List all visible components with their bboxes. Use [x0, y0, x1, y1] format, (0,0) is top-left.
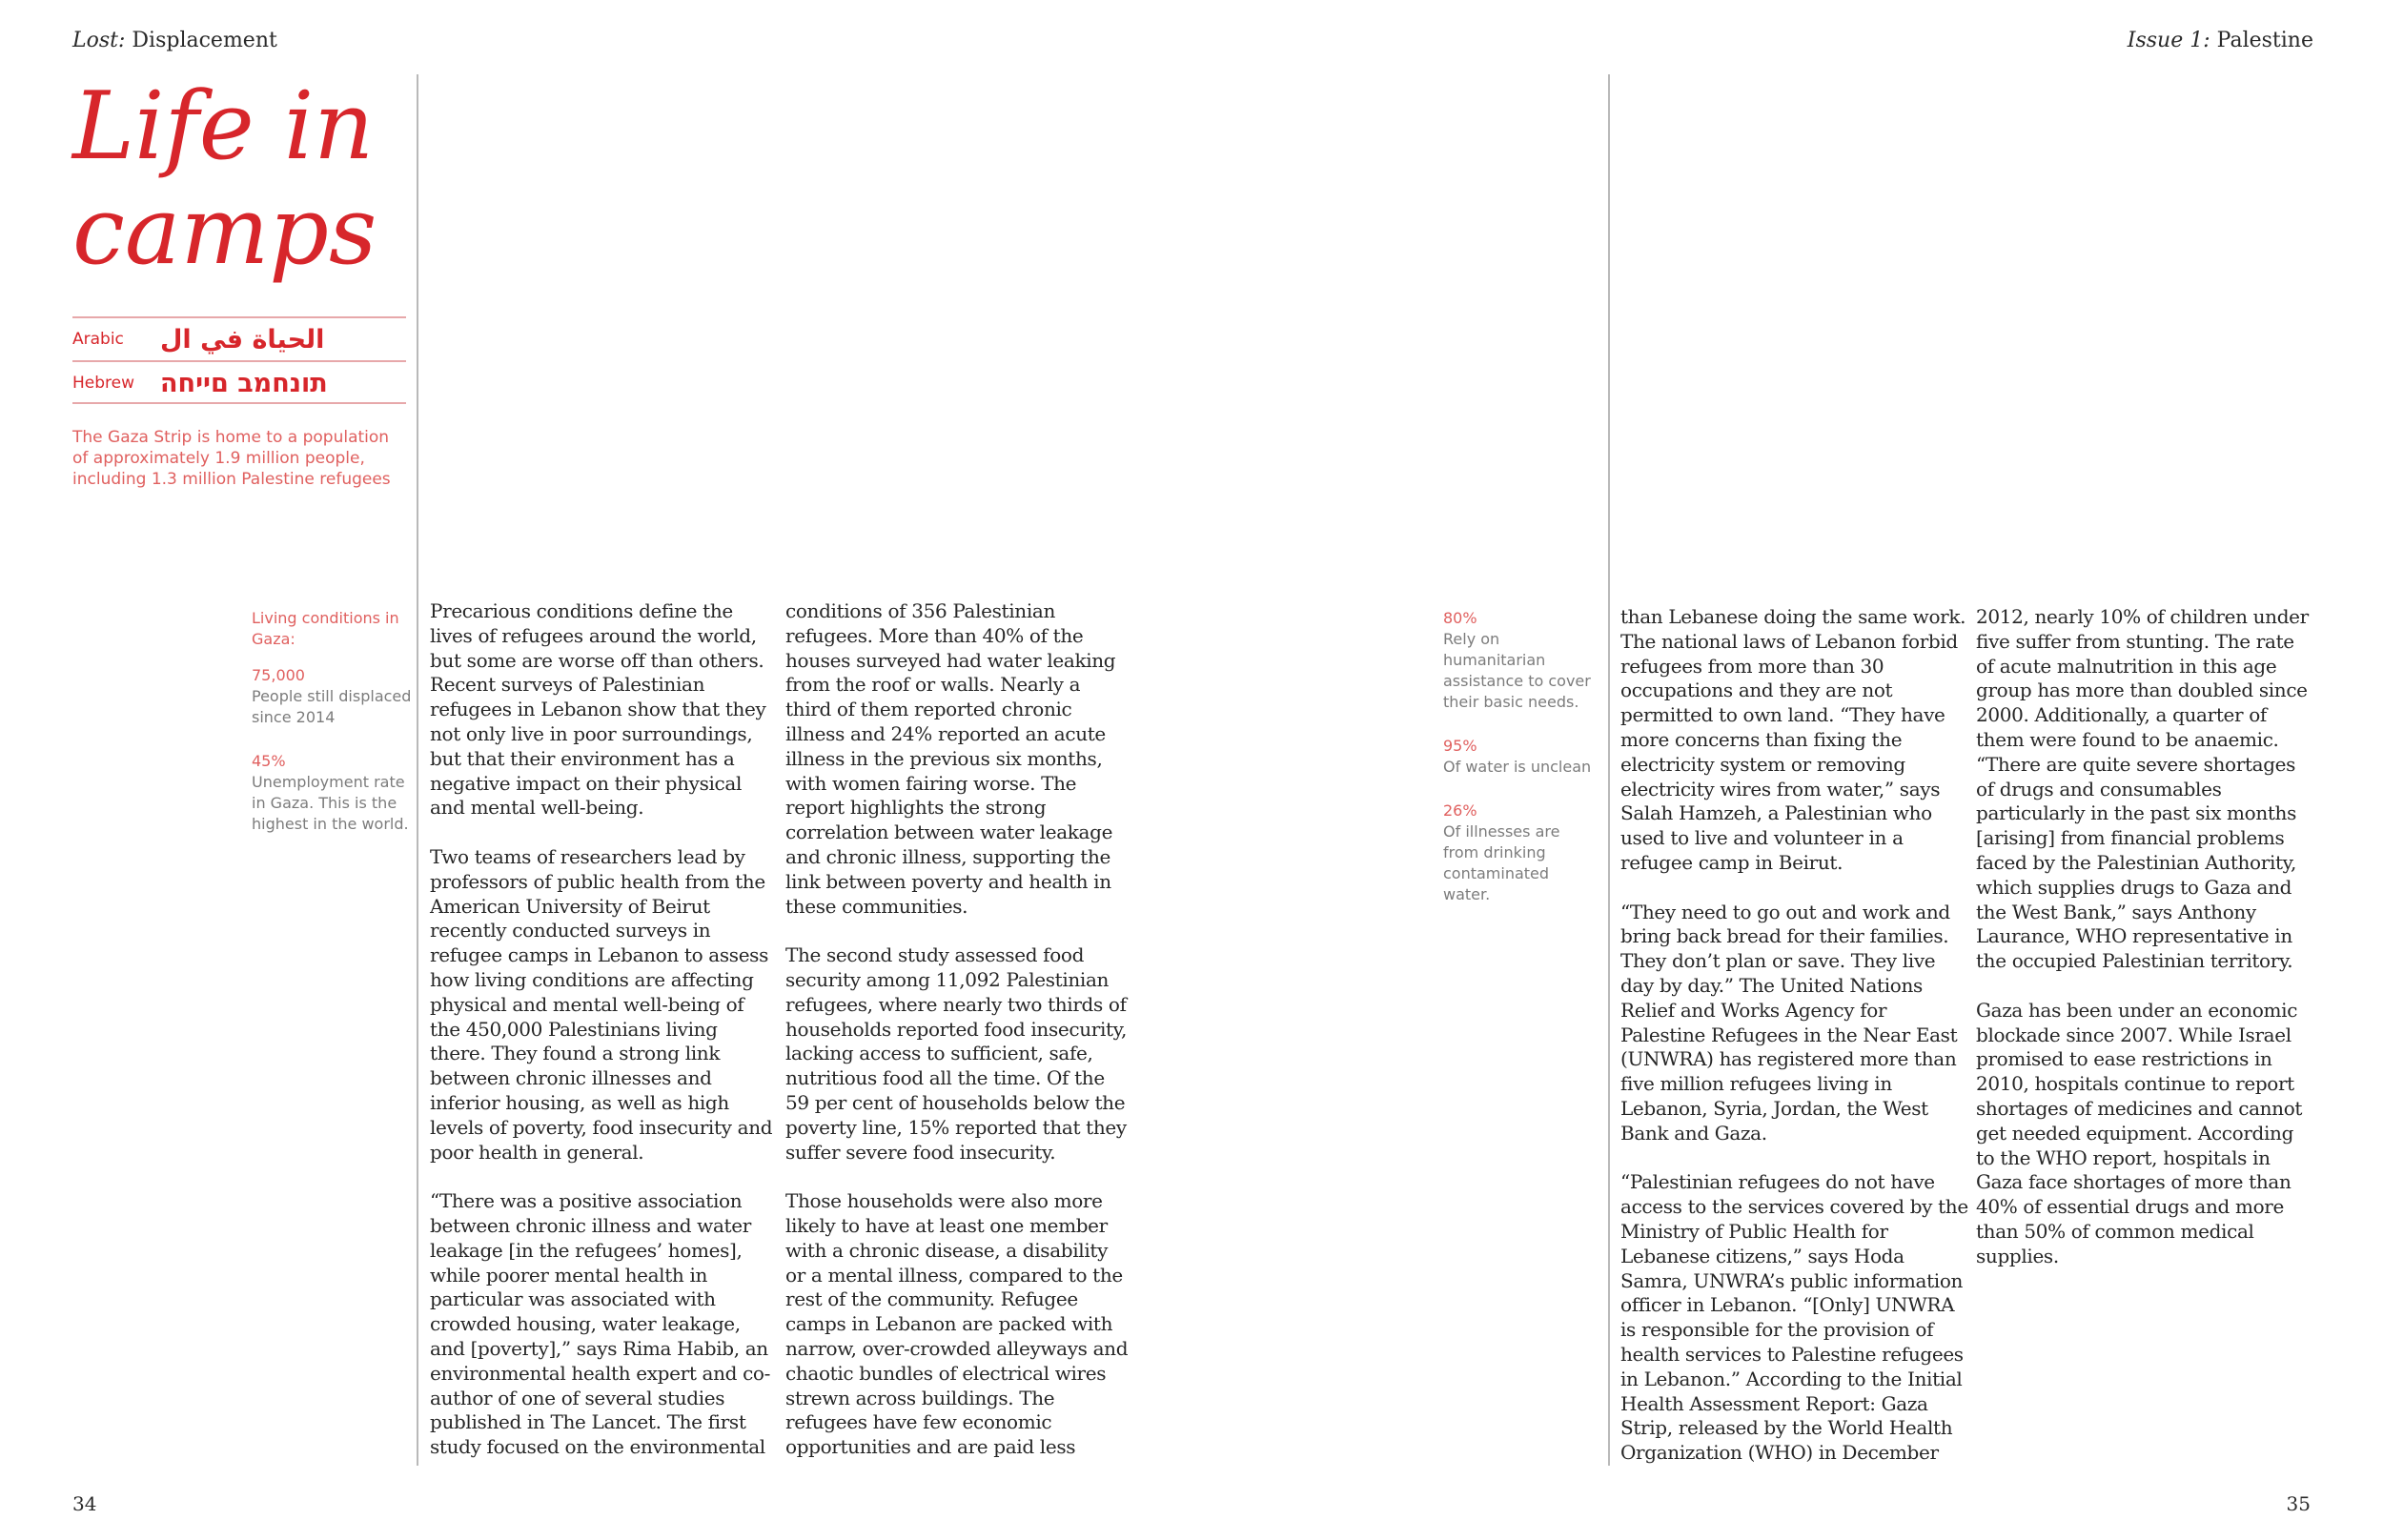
- body-paragraph: The second study assessed food security among 11,092 Palestinian refugees, where nearly two thirds of households reported food insecurity, lacking access to sufficient, safe, nutritious food all the time. Of the 59 per cent of households below the poverty line, 15% reported that they suffer severe food insecurity.: [785, 943, 1127, 1164]
- header-section-label: Lost:: [72, 29, 126, 52]
- body-paragraph: “Palestinian refugees do not have access to the services covered by the Ministry of Public Health for Lebanese citizens,” says Hoda Samra, UNWRA’s public information officer in Lebanon. “[Only] UNWRA is responsible for the provision of health services to Palestine refugees in Lebanon.” According to the Initial Health Assessment Report: Gaza Strip, released by the World Health Organization (WHO) in December: [1620, 1170, 1968, 1465]
- stat-item: [252, 751, 412, 835]
- stat-value: 45%: [252, 752, 286, 770]
- running-header-left: [72, 29, 277, 52]
- body-column-1: [430, 599, 775, 1485]
- translation-row-arabic: [72, 316, 406, 360]
- translation-row-hebrew: [72, 360, 406, 404]
- column-divider-right: [1608, 74, 1610, 1466]
- stat-value: 26%: [1443, 801, 1477, 820]
- page-number-left: 34: [72, 1492, 97, 1515]
- stat-item: [1443, 608, 1598, 713]
- translation-divider: [72, 402, 406, 404]
- stat-description: Of illnesses are from drinking contaminated water.: [1443, 822, 1560, 903]
- body-paragraph: Two teams of researchers lead by professors of public health from the American University of Beirut recently conducted surveys in refugee camps in Lebanon to assess how living conditions are affecting physical and mental well-being of the 450,000 Palestinians living there. They found a strong link between chronic illnesses and inferior housing, as well as high levels of poverty, food insecurity and poor health in general.: [430, 844, 773, 1164]
- title-line-2: camps: [72, 177, 377, 286]
- stat-value: 75,000: [252, 666, 305, 684]
- body-column-2: [785, 599, 1130, 1485]
- stat-item: [1443, 736, 1598, 778]
- stat-value: 80%: [1443, 609, 1477, 627]
- body-paragraph: “They need to go out and work and bring back bread for their families. They don’t plan or save. They live day by day.” The United Nations Relief and Works Agency for Palestine Refugees in the Near East (UNWRA) has registered more than five million refugees living in Lebanon, Syria, Jordan, the West Bank and Gaza.: [1620, 900, 1958, 1145]
- body-column-3: [1620, 605, 1969, 1490]
- stat-description: Of water is unclean: [1443, 758, 1592, 776]
- translation-language: Arabic: [72, 330, 124, 349]
- translation-language: Hebrew: [72, 374, 135, 393]
- stats-heading: Living conditions in Gaza:: [252, 609, 399, 648]
- header-issue-label: Issue 1:: [2127, 29, 2210, 52]
- stat-item: [1443, 800, 1598, 905]
- translation-text: الحياة في ال: [160, 324, 325, 355]
- body-paragraph: 2012, nearly 10% of children under five suffer from stunting. The rate of acute malnutrition in this age group has more than doubled since 2000. Additionally, a quarter of them were found to be anaemic. “There are quite severe shortages of drugs and consumables particularly in the past six months [arising] from financial problems faced by the Palestinian Authority, which supplies drugs to Gaza and the West Bank,” says Anthony Laurance, WHO representative in the occupied Palestinian territory.: [1976, 605, 2309, 973]
- body-paragraph: Gaza has been under an economic blockade since 2007. While Israel promised to ease restrictions in 2010, hospitals continue to report shortages of medicines and cannot get needed equipment. According to the WHO report, hospitals in Gaza face shortages of more than 40% of essential drugs and more than 50% of common medical supplies.: [1976, 998, 2303, 1267]
- body-paragraph: “There was a positive association between chronic illness and water leakage [in the refugees’ homes], while poorer mental health in particular was associated with crowded housing, water leakage, and [poverty],” says Rima Habib, an environmental health expert and co-author of one of several studies published in The Lancet. The first study focused on the environmental: [430, 1189, 771, 1459]
- stat-description: Unemployment rate in Gaza. This is the highest in the world.: [252, 773, 409, 833]
- page-number-right: 35: [2286, 1492, 2311, 1515]
- body-column-4: [1976, 605, 2313, 1293]
- running-header-right: [2128, 29, 2313, 52]
- body-paragraph: than Lebanese doing the same work. The national laws of Lebanon forbid refugees from more than 30 occupations and they are not permitted to own land. “They have more concerns than fixing the electricity system or removing electricity wires from water,” says Salah Hamzeh, a Palestinian who used to live and volunteer in a refugee camp in Beirut.: [1620, 605, 1966, 874]
- column-divider-left: [417, 74, 418, 1466]
- right-stats-sidebar: [1443, 608, 1598, 928]
- header-section-title: Displacement: [132, 29, 277, 52]
- stat-item: [252, 665, 412, 728]
- article-title: [72, 74, 416, 284]
- body-paragraph: Those households were also more likely to have at least one member with a chronic disease, a disability or a mental illness, compared to the rest of the community. Refugee camps in Lebanon are packed with narrow, over-crowded alleyways and chaotic bundles of electrical wires strewn across buildings. The refugees have few economic opportunities and are paid less: [785, 1189, 1129, 1459]
- intro-text: The Gaza Strip is home to a population of approximately 1.9 million people, including 1.3 million Palestine refugees: [72, 428, 391, 489]
- body-paragraph: Precarious conditions define the lives of refugees around the world, but some are worse off than others. Recent surveys of Palestinian refugees in Lebanon show that they not only live in poor surroundings, but that their environment has a negative impact on their physical and mental well-being.: [430, 599, 766, 820]
- stat-description: People still displaced since 2014: [252, 687, 412, 726]
- header-issue-title: Palestine: [2216, 29, 2313, 52]
- stat-description: Rely on humanitarian assistance to cover their basic needs.: [1443, 630, 1591, 711]
- left-stats-sidebar: [252, 608, 412, 858]
- title-line-1: Life in: [72, 72, 375, 181]
- body-paragraph: conditions of 356 Palestinian refugees. More than 40% of the houses surveyed had water leaking from the roof or walls. Nearly a third of them reported chronic illness and 24% reported an acute illness in the previous six months, with women fairing worse. The report highlights the strong correlation between water leakage and chronic illness, supporting the link between poverty and health in these communities.: [785, 599, 1116, 918]
- translation-text: תונחמב םייחה: [160, 368, 328, 398]
- stat-value: 95%: [1443, 737, 1477, 755]
